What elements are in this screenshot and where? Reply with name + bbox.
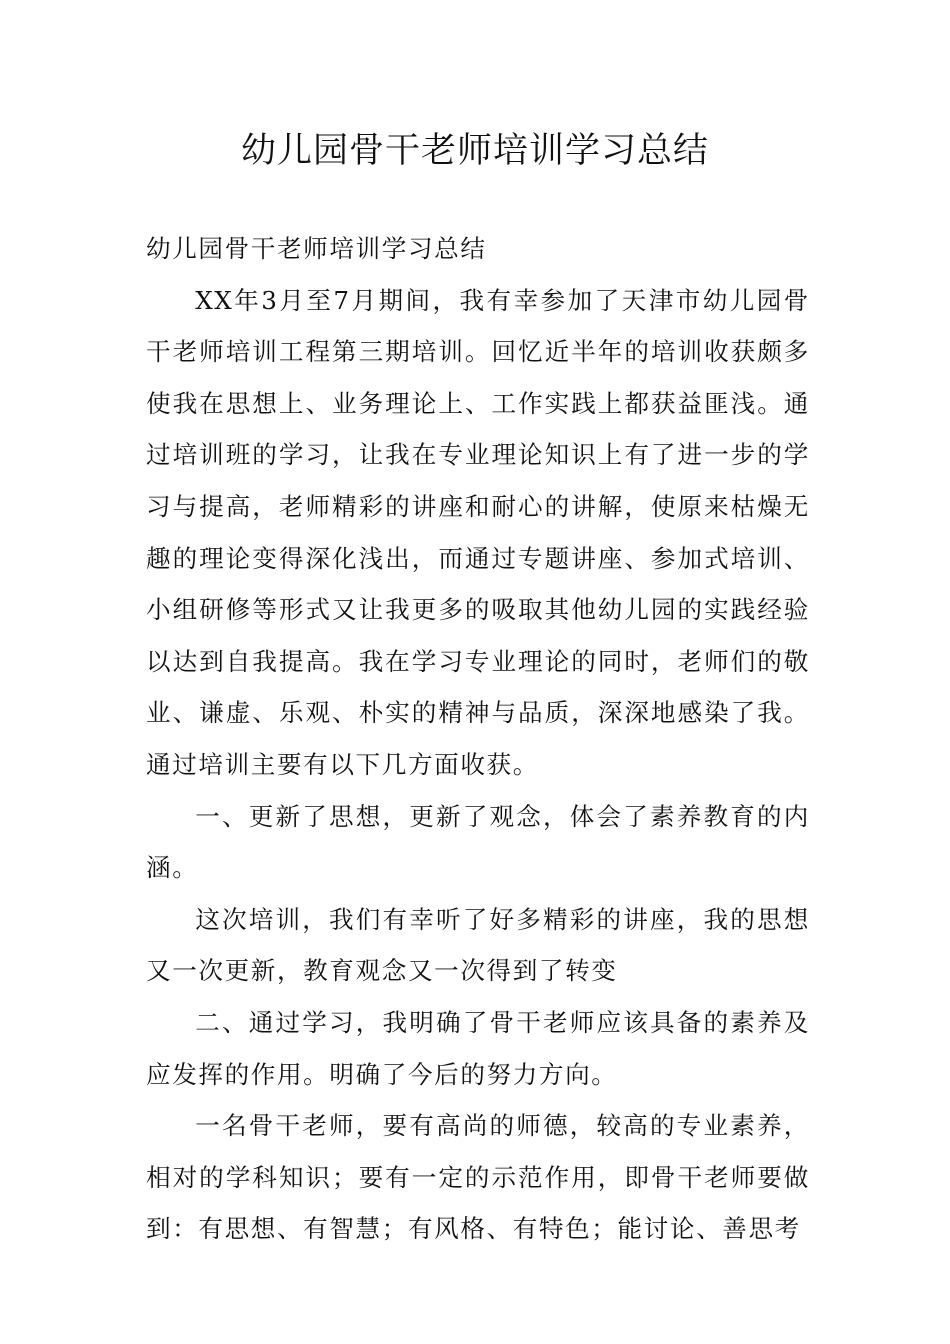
paragraph-section-two-body: 一名骨干老师，要有高尚的师德，较高的专业素养，相对的学科知识；要有一定的示范作用，即骨干老师要做到：有思想、有智慧；有风格、有特色；能讨论、善思考 (146, 1111, 810, 1244)
paragraph-section-one-heading: 一、更新了思想，更新了观念，体会了素养教育的内涵。 (146, 801, 810, 883)
document-body (146, 223, 810, 1255)
paragraph-subtitle: 幼儿园骨干老师培训学习总结 (146, 234, 487, 263)
paragraph-section-one-body: 这次培训，我们有幸听了好多精彩的讲座，我的思想又一次更新，教育观念又一次得到了转变 (146, 904, 810, 986)
paragraph-intro: XX年3月至7月期间，我有幸参加了天津市幼儿园骨干老师培训工程第三期培训。回忆近半年的培训收获颇多使我在思想上、业务理论上、工作实践上都获益匪浅。通过培训班的学习，让我在专业理论知识上有了进一步的学习与提高，老师精彩的讲座和耐心的讲解，使原来枯燥无趣的理论变得深化浅出，而通过专题讲座、参加式培训、小组研修等形式又让我更多的吸取其他幼儿园的实践经验以达到自我提高。我在学习专业理论的同时，老师们的敬业、谦虚、乐观、朴实的精神与品质，深深地感染了我。通过培训主要有以下几方面收获。 (146, 285, 810, 779)
paragraph-section-two-heading: 二、通过学习，我明确了骨干老师应该具备的素养及应发挥的作用。明确了今后的努力方向。 (146, 1007, 810, 1089)
document-title: 幼儿园骨干老师培训学习总结 (240, 131, 709, 171)
